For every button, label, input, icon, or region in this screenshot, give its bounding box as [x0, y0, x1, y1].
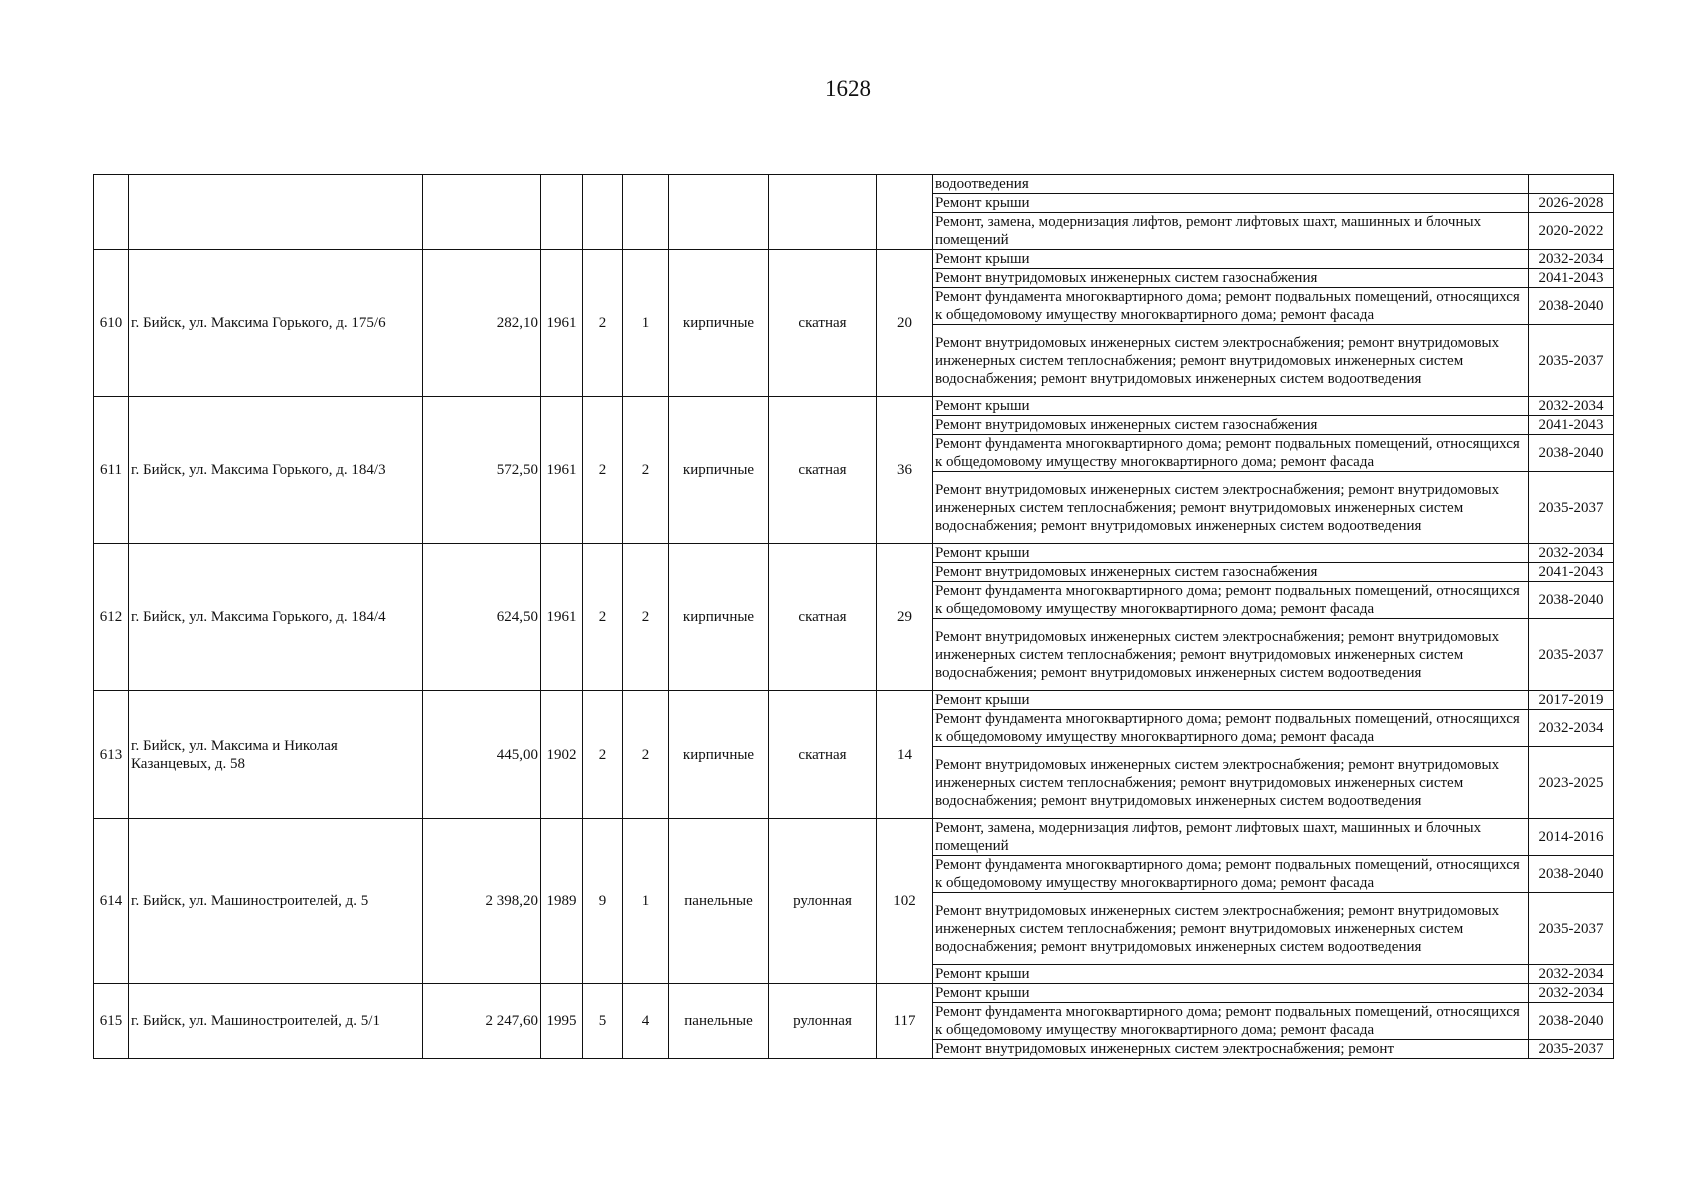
building-number: 614: [94, 819, 129, 984]
work-description: Ремонт внутридомовых инженерных систем электроснабжения; ремонт внутридомовых инженерных систем теплоснабжения; ремонт внутридомовых инженерных систем водоснабжения; ремонт внутридомовых инженерных систем водоотведения: [933, 325, 1529, 397]
empty-cell: [129, 175, 423, 250]
building-floors: 9: [583, 819, 623, 984]
building-number: 613: [94, 691, 129, 819]
building-floors: 2: [583, 397, 623, 544]
work-period: 2032-2034: [1529, 984, 1614, 1003]
empty-cell: [423, 175, 541, 250]
work-period: 2038-2040: [1529, 1003, 1614, 1040]
work-period: 2032-2034: [1529, 544, 1614, 563]
work-description: Ремонт, замена, модернизация лифтов, ремонт лифтовых шахт, машинных и блочных помещений: [933, 213, 1529, 250]
empty-cell: [769, 175, 877, 250]
building-address: г. Бийск, ул. Максима и Николая Казанцевых, д. 58: [129, 691, 423, 819]
table-row: [94, 397, 1614, 416]
work-description: Ремонт внутридомовых инженерных систем электроснабжения; ремонт: [933, 1040, 1529, 1059]
empty-cell: [94, 175, 129, 250]
building-number: 612: [94, 544, 129, 691]
work-description: Ремонт крыши: [933, 544, 1529, 563]
work-description: Ремонт фундамента многоквартирного дома; ремонт подвальных помещений, относящихся к общедомовому имуществу многоквартирного дома; ремонт фасада: [933, 435, 1529, 472]
work-description: Ремонт фундамента многоквартирного дома; ремонт подвальных помещений, относящихся к общедомовому имуществу многоквартирного дома; ремонт фасада: [933, 1003, 1529, 1040]
building-area: 572,50: [423, 397, 541, 544]
table-row: [94, 691, 1614, 710]
work-description: Ремонт крыши: [933, 691, 1529, 710]
work-period: 2035-2037: [1529, 472, 1614, 544]
empty-cell: [583, 175, 623, 250]
building-entrances: 1: [623, 250, 669, 397]
work-description: Ремонт фундамента многоквартирного дома; ремонт подвальных помещений, относящихся к общедомовому имуществу многоквартирного дома; ремонт фасада: [933, 582, 1529, 619]
work-period: 2032-2034: [1529, 965, 1614, 984]
table-row: [94, 544, 1614, 563]
work-period: 2038-2040: [1529, 856, 1614, 893]
building-entrances: 2: [623, 544, 669, 691]
building-area: 2 247,60: [423, 984, 541, 1059]
work-period: 2020-2022: [1529, 213, 1614, 250]
building-year: 1902: [541, 691, 583, 819]
work-description: водоотведения: [933, 175, 1529, 194]
work-description: Ремонт крыши: [933, 250, 1529, 269]
roof-type: скатная: [769, 250, 877, 397]
building-number: 615: [94, 984, 129, 1059]
work-description: Ремонт внутридомовых инженерных систем электроснабжения; ремонт внутридомовых инженерных систем теплоснабжения; ремонт внутридомовых инженерных систем водоснабжения; ремонт внутридомовых инженерных систем водоотведения: [933, 472, 1529, 544]
work-description: Ремонт внутридомовых инженерных систем электроснабжения; ремонт внутридомовых инженерных систем теплоснабжения; ремонт внутридомовых инженерных систем водоснабжения; ремонт внутридомовых инженерных систем водоотведения: [933, 619, 1529, 691]
continuation-row: [94, 175, 1614, 194]
building-address: г. Бийск, ул. Машиностроителей, д. 5: [129, 819, 423, 984]
work-period: 2035-2037: [1529, 893, 1614, 965]
building-number: 610: [94, 250, 129, 397]
residents-count: 102: [877, 819, 933, 984]
work-period: 2035-2037: [1529, 1040, 1614, 1059]
work-period: 2035-2037: [1529, 325, 1614, 397]
residents-count: 29: [877, 544, 933, 691]
building-address: г. Бийск, ул. Максима Горького, д. 175/6: [129, 250, 423, 397]
residents-count: 20: [877, 250, 933, 397]
work-period: 2038-2040: [1529, 435, 1614, 472]
building-address: г. Бийск, ул. Машиностроителей, д. 5/1: [129, 984, 423, 1059]
work-description: Ремонт внутридомовых инженерных систем газоснабжения: [933, 416, 1529, 435]
building-year: 1961: [541, 544, 583, 691]
work-description: Ремонт фундамента многоквартирного дома; ремонт подвальных помещений, относящихся к общедомовому имуществу многоквартирного дома; ремонт фасада: [933, 856, 1529, 893]
wall-material: панельные: [669, 984, 769, 1059]
residents-count: 36: [877, 397, 933, 544]
building-area: 282,10: [423, 250, 541, 397]
work-description: Ремонт фундамента многоквартирного дома; ремонт подвальных помещений, относящихся к общедомовому имуществу многоквартирного дома; ремонт фасада: [933, 288, 1529, 325]
building-floors: 2: [583, 691, 623, 819]
work-period: 2038-2040: [1529, 288, 1614, 325]
building-area: 445,00: [423, 691, 541, 819]
work-period: 2032-2034: [1529, 710, 1614, 747]
building-floors: 2: [583, 250, 623, 397]
wall-material: кирпичные: [669, 544, 769, 691]
building-year: 1961: [541, 250, 583, 397]
work-period: 2041-2043: [1529, 563, 1614, 582]
residents-count: 117: [877, 984, 933, 1059]
work-description: Ремонт крыши: [933, 194, 1529, 213]
roof-type: скатная: [769, 544, 877, 691]
work-period: 2014-2016: [1529, 819, 1614, 856]
work-period: 2032-2034: [1529, 250, 1614, 269]
work-period: 2017-2019: [1529, 691, 1614, 710]
wall-material: кирпичные: [669, 250, 769, 397]
building-address: г. Бийск, ул. Максима Горького, д. 184/4: [129, 544, 423, 691]
work-description: Ремонт крыши: [933, 965, 1529, 984]
roof-type: рулонная: [769, 819, 877, 984]
building-year: 1989: [541, 819, 583, 984]
empty-cell: [541, 175, 583, 250]
work-description: Ремонт крыши: [933, 397, 1529, 416]
work-description: Ремонт внутридомовых инженерных систем электроснабжения; ремонт внутридомовых инженерных систем теплоснабжения; ремонт внутридомовых инженерных систем водоснабжения; ремонт внутридомовых инженерных систем водоотведения: [933, 747, 1529, 819]
page-number: 1628: [825, 76, 871, 101]
work-period: 2038-2040: [1529, 582, 1614, 619]
work-description: Ремонт внутридомовых инженерных систем газоснабжения: [933, 269, 1529, 288]
roof-type: скатная: [769, 397, 877, 544]
building-year: 1995: [541, 984, 583, 1059]
residents-count: 14: [877, 691, 933, 819]
building-entrances: 2: [623, 691, 669, 819]
building-floors: 2: [583, 544, 623, 691]
empty-cell: [877, 175, 933, 250]
work-description: Ремонт крыши: [933, 984, 1529, 1003]
empty-cell: [669, 175, 769, 250]
repair-schedule-table: [93, 174, 1614, 1059]
wall-material: панельные: [669, 819, 769, 984]
table-row: [94, 984, 1614, 1003]
building-area: 624,50: [423, 544, 541, 691]
building-entrances: 1: [623, 819, 669, 984]
work-period: 2041-2043: [1529, 269, 1614, 288]
work-period: 2041-2043: [1529, 416, 1614, 435]
empty-cell: [623, 175, 669, 250]
work-description: Ремонт внутридомовых инженерных систем электроснабжения; ремонт внутридомовых инженерных систем теплоснабжения; ремонт внутридомовых инженерных систем водоснабжения; ремонт внутридомовых инженерных систем водоотведения: [933, 893, 1529, 965]
work-description: Ремонт внутридомовых инженерных систем газоснабжения: [933, 563, 1529, 582]
building-entrances: 4: [623, 984, 669, 1059]
building-entrances: 2: [623, 397, 669, 544]
wall-material: кирпичные: [669, 691, 769, 819]
work-period: [1529, 175, 1614, 194]
table-row: [94, 819, 1614, 856]
work-period: 2026-2028: [1529, 194, 1614, 213]
table-row: [94, 250, 1614, 269]
building-address: г. Бийск, ул. Максима Горького, д. 184/3: [129, 397, 423, 544]
work-description: Ремонт, замена, модернизация лифтов, ремонт лифтовых шахт, машинных и блочных помещений: [933, 819, 1529, 856]
roof-type: скатная: [769, 691, 877, 819]
building-number: 611: [94, 397, 129, 544]
wall-material: кирпичные: [669, 397, 769, 544]
roof-type: рулонная: [769, 984, 877, 1059]
work-description: Ремонт фундамента многоквартирного дома; ремонт подвальных помещений, относящихся к общедомовому имуществу многоквартирного дома; ремонт фасада: [933, 710, 1529, 747]
building-year: 1961: [541, 397, 583, 544]
work-period: 2035-2037: [1529, 619, 1614, 691]
work-period: 2032-2034: [1529, 397, 1614, 416]
building-area: 2 398,20: [423, 819, 541, 984]
work-period: 2023-2025: [1529, 747, 1614, 819]
building-floors: 5: [583, 984, 623, 1059]
